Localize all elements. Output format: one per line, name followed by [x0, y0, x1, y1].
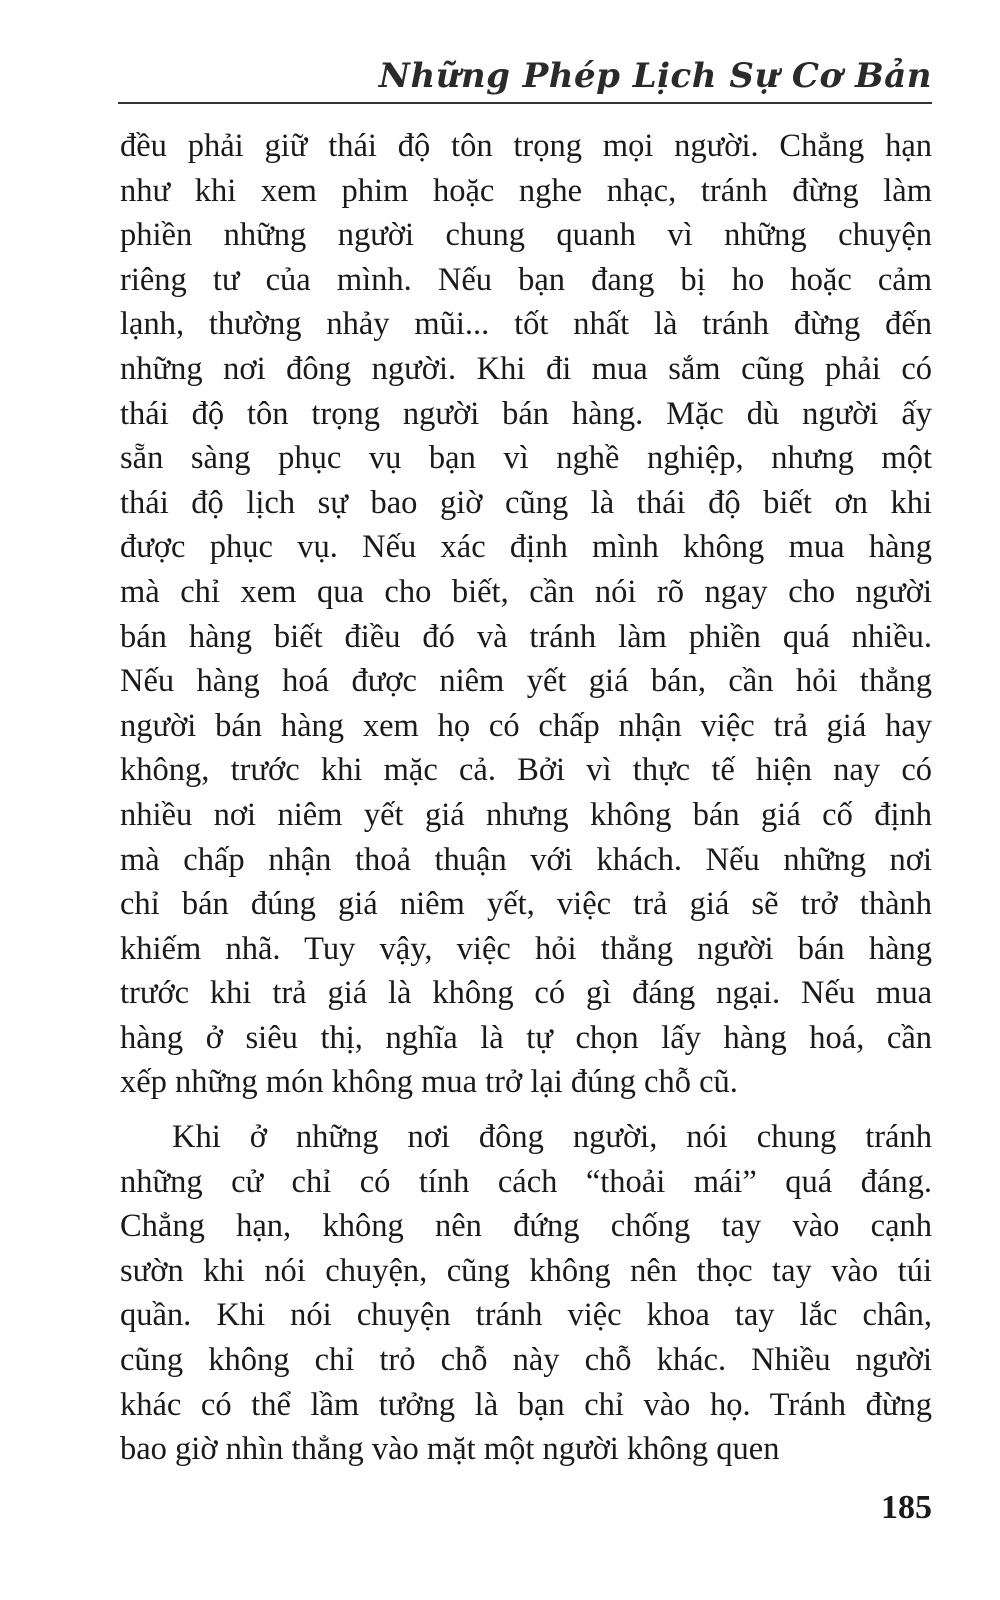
page-number: 185 [881, 1489, 932, 1526]
text-line: người bán hàng xem họ có chấp nhận việc trả giá hay [120, 707, 932, 744]
text-line: hàng ở siêu thị, nghĩa là tự chọn lấy hàng hoá, cần [120, 1019, 932, 1056]
running-header [118, 52, 932, 104]
text-line: khiếm nhã. Tuy vậy, việc hỏi thẳng người bán hàng [120, 930, 932, 967]
text-line: bán hàng biết điều đó và tránh làm phiền quá nhiều. [120, 618, 932, 655]
text-line: những cử chỉ có tính cách “thoải mái” quá đáng. [120, 1163, 932, 1200]
text-line: thái độ lịch sự bao giờ cũng là thái độ biết ơn khi [120, 484, 932, 521]
text-line: những nơi đông người. Khi đi mua sắm cũng phải có [120, 350, 932, 387]
text-line: Khi ở những nơi đông người, nói chung tránh [172, 1119, 932, 1156]
text-line: như khi xem phim hoặc nghe nhạc, tránh đừng làm [120, 172, 932, 209]
text-line: bao giờ nhìn thẳng vào mặt một người không quen [120, 1431, 780, 1468]
text-line: không, trước khi mặc cả. Bởi vì thực tế hiện nay có [120, 752, 932, 789]
running-title: Những Phép Lịch Sự Cơ Bản [378, 56, 932, 96]
text-line: được phục vụ. Nếu xác định mình không mua hàng [120, 529, 932, 566]
text-line: thái độ tôn trọng người bán hàng. Mặc dù người ấy [120, 395, 932, 432]
text-line: cũng không chỉ trỏ chỗ này chỗ khác. Nhiều người [120, 1342, 932, 1379]
text-line: sẵn sàng phục vụ bạn vì nghề nghiệp, nhưng một [120, 440, 932, 477]
text-line: sườn khi nói chuyện, cũng không nên thọc tay vào túi [120, 1252, 932, 1289]
text-line: riêng tư của mình. Nếu bạn đang bị ho hoặc cảm [120, 261, 932, 298]
text-line: Nếu hàng hoá được niêm yết giá bán, cần hỏi thẳng [120, 663, 932, 700]
text-line: đều phải giữ thái độ tôn trọng mọi người. Chẳng hạn [120, 128, 932, 164]
text-line: chỉ bán đúng giá niêm yết, việc trả giá sẽ trở thành [120, 886, 932, 923]
text-line: mà chỉ xem qua cho biết, cần nói rõ ngay cho người [120, 573, 932, 610]
text-line: Chẳng hạn, không nên đứng chống tay vào cạnh [120, 1208, 932, 1245]
text-line: quần. Khi nói chuyện tránh việc khoa tay lắc chân, [120, 1297, 932, 1334]
text-line: phiền những người chung quanh vì những chuyện [120, 217, 932, 254]
body-text [120, 124, 932, 1472]
paragraph-2 [120, 1115, 932, 1472]
paragraph-1 [120, 124, 932, 1105]
text-line: lạnh, thường nhảy mũi... tốt nhất là tránh đừng đến [120, 306, 932, 343]
text-line: trước khi trả giá là không có gì đáng ngại. Nếu mua [120, 975, 932, 1012]
text-line: mà chấp nhận thoả thuận với khách. Nếu những nơi [120, 841, 932, 878]
text-line: nhiều nơi niêm yết giá nhưng không bán giá cố định [120, 796, 932, 833]
text-line: khác có thể lầm tưởng là bạn chỉ vào họ. Tránh đừng [120, 1386, 932, 1423]
text-line: xếp những món không mua trở lại đúng chỗ cũ. [120, 1064, 738, 1101]
